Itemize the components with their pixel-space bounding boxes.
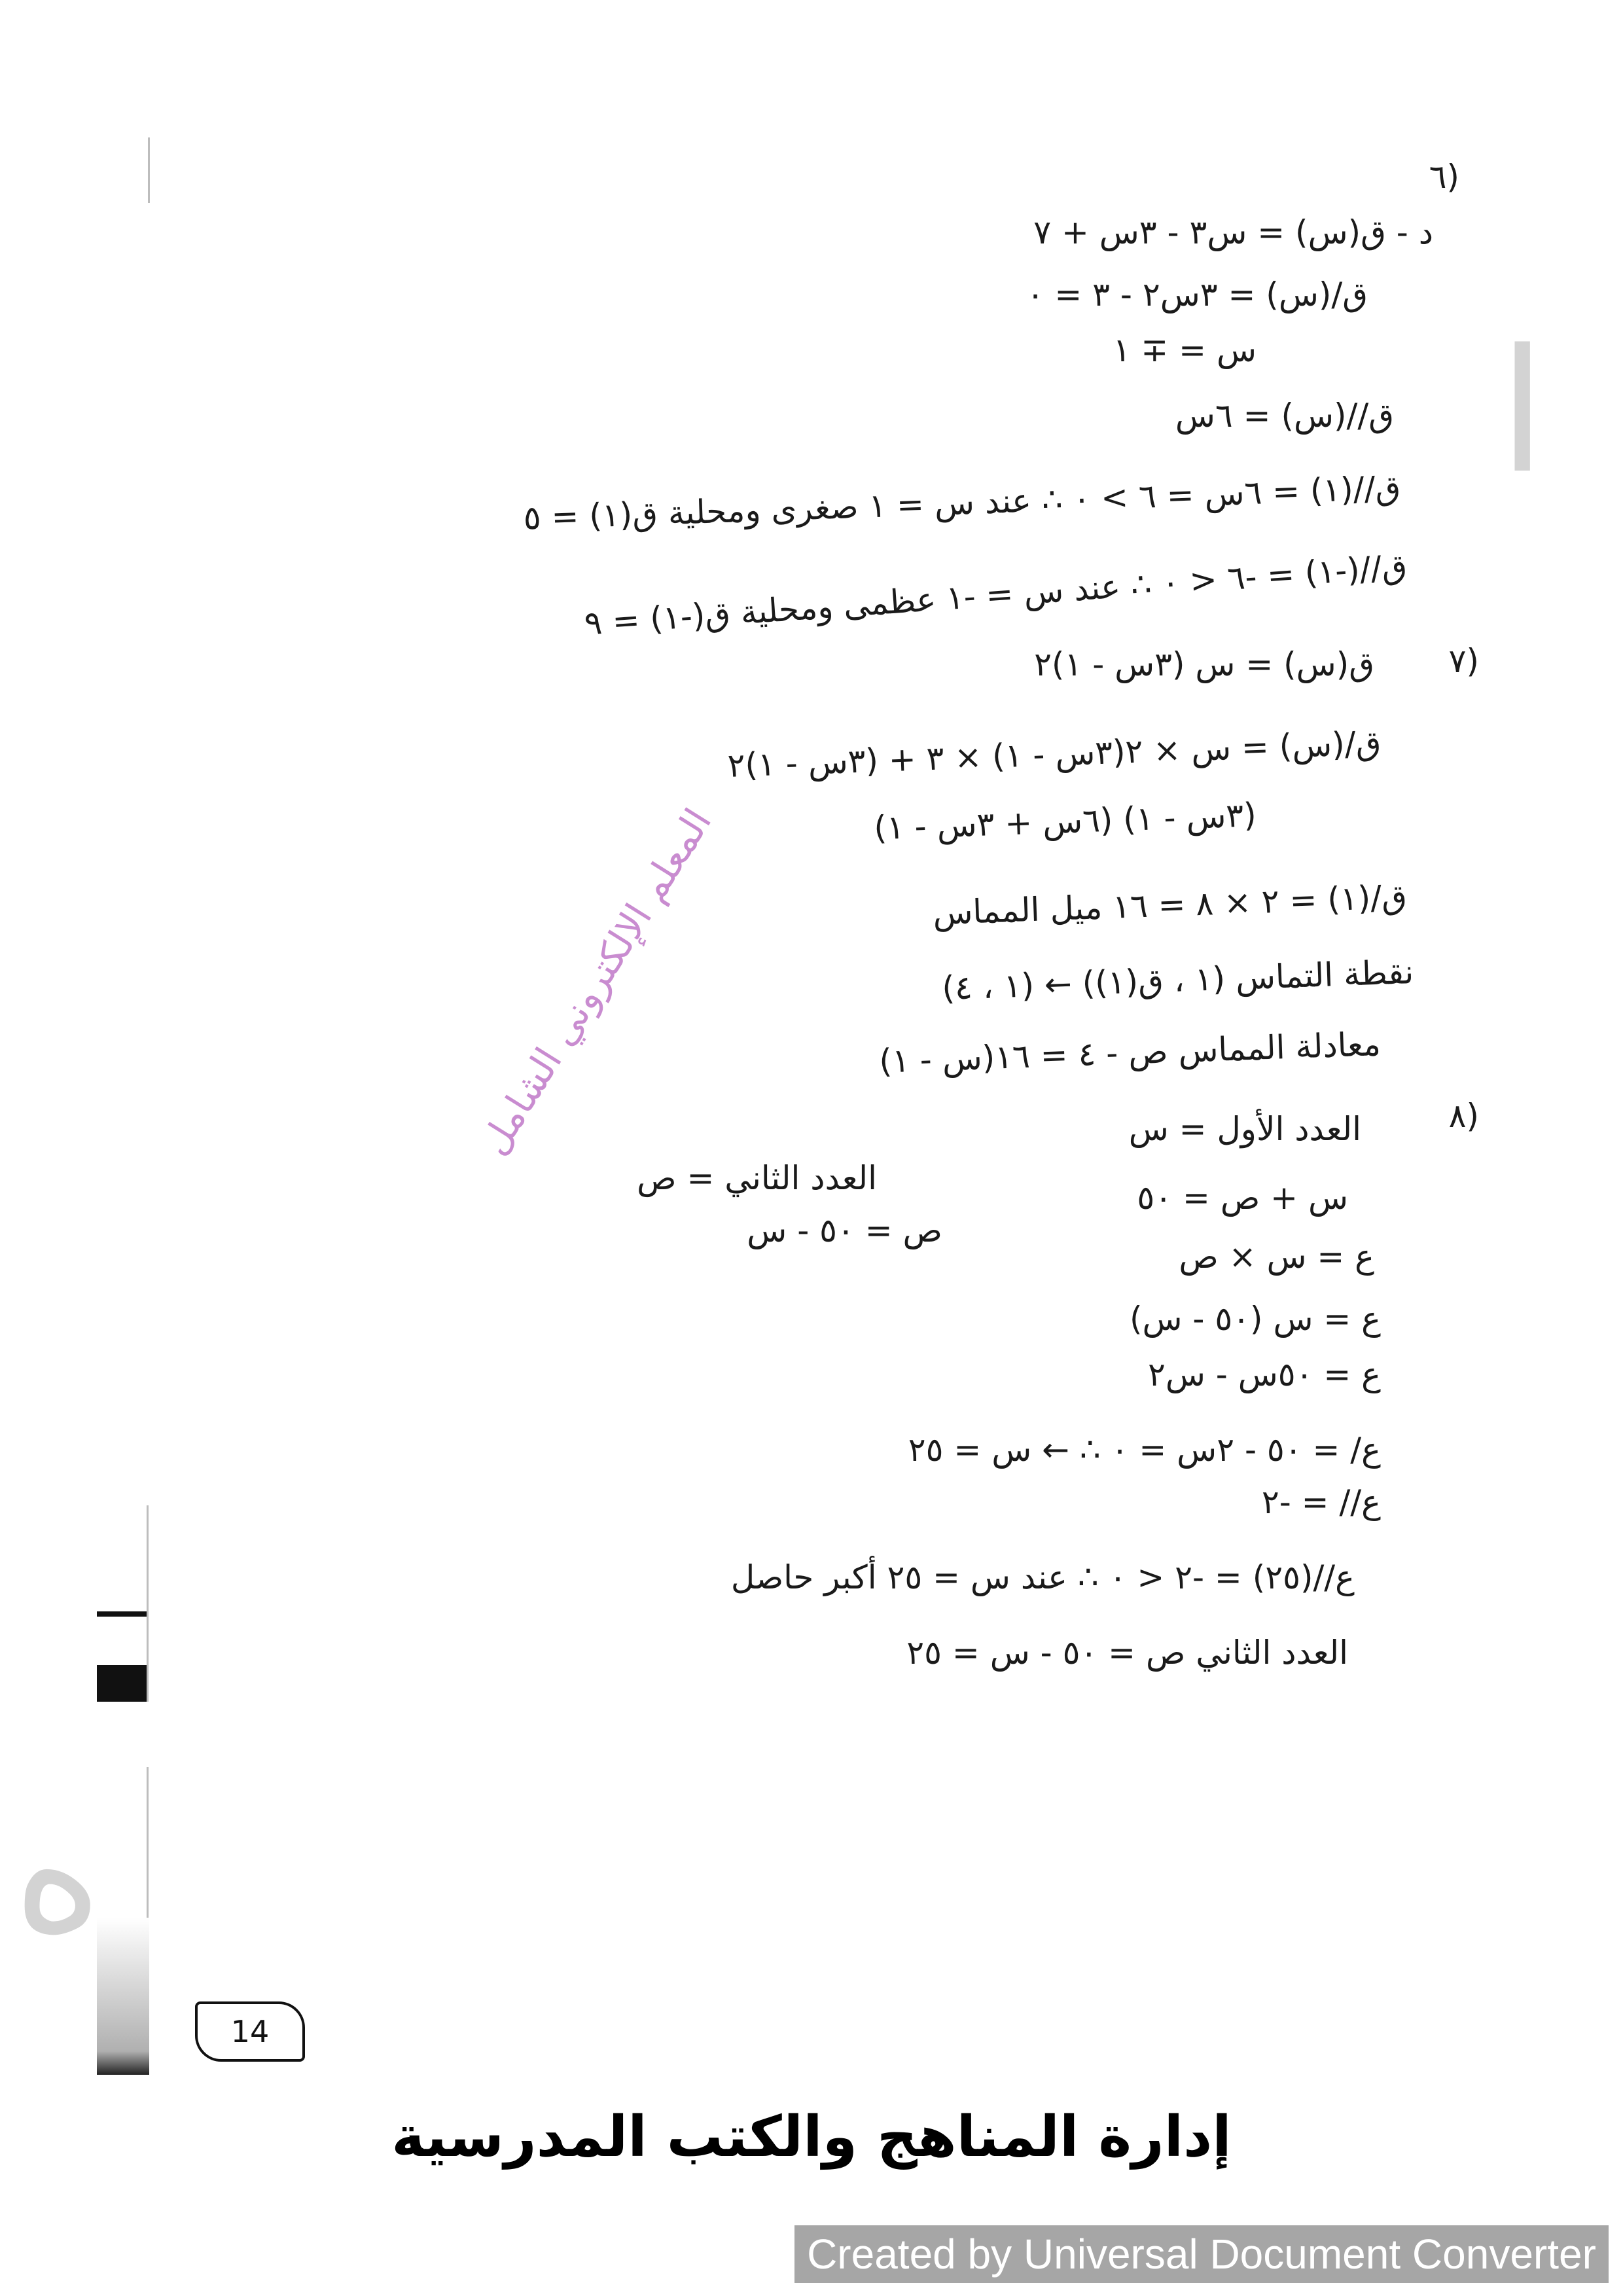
q8-line-10: ع//(٢٥) = -٢ < ٠ ∴ عند س = ٢٥ أكبر حاصل — [730, 1558, 1355, 1596]
q8-line-9: ع// = -٢ — [1261, 1483, 1381, 1521]
page-number-box — [195, 2001, 305, 2062]
q8-line-3: س + ص = ٥٠ — [1137, 1179, 1348, 1217]
q8-line-8: ع/ = ٥٠ - ٢س = ٠ ∴ ← س = ٢٥ — [908, 1431, 1381, 1469]
q7-line-5: نقطة التماس (١ ، ق(١)) ← (١ ، ٤) — [941, 953, 1415, 1008]
q7-line-2: ق/(س) = س × ٢(٣س - ١) × ٣ + (٣س - ١)٢ — [726, 724, 1382, 785]
q8-line-7: ع = ٥٠س - س٢ — [1148, 1355, 1381, 1393]
q8-line-11: العدد الثاني ص = ٥٠ - س = ٢٥ — [906, 1634, 1348, 1672]
q6-line-6: ق//(-١) = -٦ < ٠ ∴ عند س = -١ عظمى ومحلية ق(-١) = ٩ — [583, 547, 1409, 643]
q6-line-3: س = ∓ ١ — [1113, 331, 1257, 369]
q6-line-4: ق//(س) = ٦س — [1175, 397, 1394, 435]
page-number: 14 — [230, 2014, 270, 2049]
q7-label: (٧ — [1448, 642, 1479, 680]
q7-line-6: معادلة المماس ص - ٤ = ١٦(س - ١) — [878, 1025, 1382, 1081]
q8-line-4: ص = ٥٠ - س — [747, 1211, 942, 1249]
bleed-mark-left: ه — [13, 1773, 103, 1971]
q8-label: (٨ — [1448, 1097, 1479, 1135]
q6-line-5: ق//(١) = ٦س = ٦ > ٠ ∴ عند س = ١ صغرى ومحلية ق(١) = ٥ — [522, 469, 1402, 537]
q8-line-2: العدد الثاني = ص — [637, 1159, 877, 1197]
converter-banner: Created by Universal Document Converter — [794, 2225, 1609, 2283]
scan-mark — [97, 1665, 147, 1702]
scan-edge-line — [148, 137, 150, 203]
scan-gradient — [97, 1918, 149, 2075]
q7-line-3: (٣س - ١) (٦س + ٣س - ١) — [873, 796, 1258, 848]
footer-title: إدارة المناهج والكتب المدرسية — [391, 2104, 1232, 2170]
q6-label: (٦ — [1429, 158, 1459, 196]
q6-line-2: ق/(س) = ٣س٢ - ٣ = ٠ — [1026, 276, 1368, 314]
q6-line-1: د - ق(س) = س٣ - ٣س + ٧ — [1033, 213, 1433, 251]
q7-line-1: ق(س) = س (٣س - ١)٢ — [1034, 645, 1374, 683]
scan-mark — [97, 1611, 147, 1617]
q8-line-6: ع = س (٥٠ - س) — [1129, 1300, 1381, 1338]
scan-edge-line — [147, 1505, 149, 1702]
q7-line-4: ق/(١) = ٢ × ٨ = ١٦ ميل المماس — [932, 878, 1408, 933]
q8-line-5: ع = س × ص — [1179, 1238, 1374, 1276]
watermark: المعلم الإلكتروني الشامل — [471, 800, 721, 1163]
bleed-mark-right: ا — [1499, 314, 1546, 511]
q8-line-1: العدد الأول = س — [1128, 1110, 1361, 1148]
